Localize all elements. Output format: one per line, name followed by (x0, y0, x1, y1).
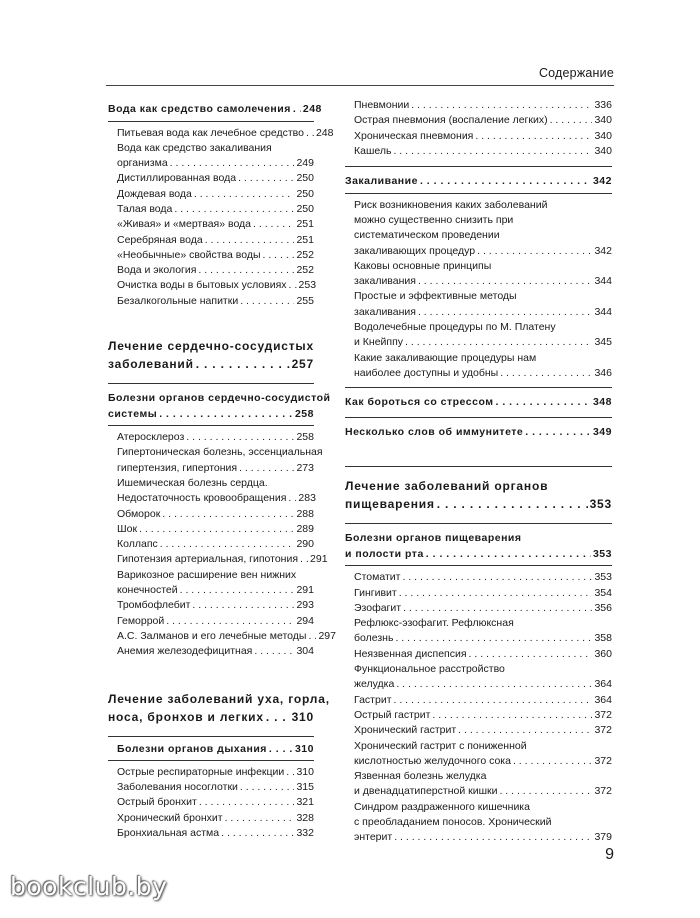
toc-entry-label: Хронический бронхит (117, 811, 223, 824)
toc-entry-line: Риск возникновения каких заболеваний (354, 198, 548, 211)
dot-leader (269, 742, 293, 757)
toc-entry[interactable] (108, 598, 314, 613)
toc-entry[interactable] (108, 629, 336, 644)
dot-leader (396, 677, 592, 692)
dot-leader (418, 305, 593, 320)
toc-section-digest[interactable] (345, 523, 612, 562)
page-number-ref: 310 (294, 742, 314, 755)
toc-entry[interactable] (108, 202, 314, 217)
dot-leader (525, 425, 591, 441)
toc-entry-label: наиболее доступны и удобны (354, 366, 499, 379)
dot-leader (240, 294, 294, 309)
toc-entry-label: и Кнейппу (354, 336, 404, 349)
toc-entry-line: Какие закаливающие процедуры нам (354, 351, 537, 364)
page-number-ref: 249 (296, 157, 314, 170)
page-number-ref: 344 (594, 275, 612, 288)
toc-entry[interactable] (108, 537, 314, 552)
toc-entry-label: и двенадцатиперстной кишки (354, 785, 498, 798)
toc-entry-label: Хронический гастрит (354, 724, 457, 737)
page-number-ref: 344 (594, 305, 612, 318)
toc-entry-label: Серебряная вода (117, 233, 203, 246)
toc-entry-label: Гипотензия артериальная, гипотония (117, 553, 299, 566)
toc-entry-label: Гастрит (354, 693, 392, 706)
toc-column-right (345, 98, 612, 846)
page-number-ref: 379 (594, 831, 612, 844)
chapter-title-line: пищеварения (345, 497, 435, 512)
toc-entry[interactable] (345, 351, 612, 382)
toc-entry-label: Талая вода (117, 202, 173, 215)
dot-leader (160, 537, 295, 552)
toc-entry[interactable] (345, 708, 612, 723)
section-title-line: и полости рта (345, 547, 424, 560)
toc-entry-label: Острая пневмония (воспаление легких) (354, 114, 548, 127)
toc-entry-line: с преобладанием поносов. Хронический (354, 816, 552, 828)
page-number-ref: 258 (294, 407, 314, 420)
dot-leader (263, 248, 295, 263)
chapter-title-line: Лечение заболеваний органов (345, 479, 549, 494)
toc-entry[interactable] (345, 693, 612, 708)
toc-section-resp[interactable] (108, 736, 314, 757)
page-number-ref: 340 (594, 144, 612, 157)
toc-entry[interactable] (108, 217, 314, 232)
toc-entry-label: Хроническая пневмония (354, 129, 474, 142)
toc-entry[interactable] (345, 144, 612, 159)
toc-entry[interactable] (108, 430, 314, 445)
dot-leader (199, 795, 295, 810)
toc-section-stress[interactable] (345, 387, 612, 411)
dot-leader (475, 129, 592, 144)
toc-entry[interactable] (108, 795, 314, 810)
toc-entry[interactable] (345, 647, 612, 662)
dot-leader (500, 366, 592, 381)
toc-list-resp-cont (345, 98, 612, 159)
page-number-ref: 248 (315, 126, 334, 139)
chapter-title-line: Лечение сердечно-сосудистых (108, 339, 314, 354)
toc-entry[interactable] (345, 570, 612, 585)
page-number-ref: 372 (594, 785, 612, 798)
toc-entry[interactable] (108, 826, 314, 841)
page-number-ref: 353 (592, 547, 612, 560)
toc-entry-label: закаливающих процедур (354, 244, 476, 257)
toc-entry-label: Заболевания носоглотки (117, 781, 238, 794)
toc-entry[interactable] (108, 765, 314, 780)
toc-entry-label: Безалкогольные напитки (117, 294, 239, 307)
page-number-ref: 293 (296, 599, 314, 612)
dot-leader (437, 495, 588, 513)
page-number-ref: 310 (296, 765, 314, 778)
section-title-line: Болезни органов сердечно-сосудистой (108, 392, 331, 405)
page-number-ref: 304 (296, 645, 314, 658)
dot-leader (266, 708, 290, 726)
toc-entry[interactable] (108, 233, 314, 248)
toc-entry-label: Острые респираторные инфекции (117, 765, 285, 778)
section-title: Несколько слов об иммунитете (345, 425, 524, 438)
toc-entry-label: Обморок (117, 507, 161, 520)
page-number-ref: 290 (296, 538, 314, 551)
page-number-ref: 291 (296, 584, 314, 597)
toc-column-left (108, 98, 336, 841)
toc-entry[interactable] (345, 723, 612, 738)
toc-entry[interactable] (108, 476, 314, 491)
toc-entry-label: Тромбофлебит (117, 599, 191, 612)
page-number-ref: 289 (296, 522, 314, 535)
dot-leader (289, 278, 297, 293)
dot-leader (139, 522, 294, 537)
page-number-ref: 328 (296, 811, 314, 824)
page-number-ref: 354 (594, 586, 612, 599)
toc-entry-label: Неязвенная диспепсия (354, 647, 467, 660)
toc-entry-label: конечностей (117, 584, 178, 597)
dot-leader (403, 601, 592, 616)
toc-entry-label: Пневмонии (354, 99, 410, 111)
toc-entry[interactable] (345, 662, 612, 693)
dot-leader (418, 274, 593, 289)
toc-entry-label: организма (117, 157, 168, 170)
page-number-ref: 364 (594, 678, 612, 691)
toc-entry[interactable] (345, 198, 612, 259)
toc-entry[interactable] (108, 780, 314, 795)
page-number-ref: 353 (594, 571, 612, 584)
section-title: Как бороться со стрессом (345, 396, 494, 409)
page-number-ref: 356 (594, 601, 612, 614)
section-title: Закаливание (345, 175, 418, 188)
chapter-title-line: Лечение заболеваний уха, горла, (108, 691, 330, 706)
toc-entry[interactable] (345, 601, 612, 616)
dot-leader (411, 98, 592, 113)
toc-entry[interactable] (108, 141, 314, 172)
page-number-ref: 258 (296, 431, 314, 444)
toc-entry[interactable] (108, 278, 317, 293)
dot-leader (393, 144, 592, 159)
page-number-ref: 288 (296, 507, 314, 520)
dot-leader (239, 461, 294, 476)
toc-entry-label: Дождевая вода (117, 187, 192, 200)
dot-leader (238, 171, 294, 186)
dot-leader (293, 102, 301, 118)
dot-leader (198, 263, 294, 278)
toc-list-water (108, 121, 334, 310)
page-number-ref: 252 (296, 264, 314, 277)
section-title-line: системы (108, 407, 158, 420)
dot-leader (394, 830, 592, 845)
page-number-ref: 257 (291, 357, 314, 372)
dot-leader (402, 570, 592, 585)
toc-entry[interactable] (108, 552, 328, 567)
toc-section-cardio[interactable] (108, 383, 331, 422)
toc-entry-label: Эзофагит (354, 601, 402, 614)
toc-entry-label: Дистиллированная вода (117, 172, 237, 185)
page-number-ref: 321 (296, 796, 314, 809)
page-number-ref: 273 (296, 461, 314, 474)
page-number-ref: 283 (298, 492, 316, 505)
toc-entry-line: Простые и эффективные методы (354, 290, 517, 303)
toc-entry[interactable] (345, 98, 612, 113)
dot-leader (225, 811, 295, 826)
toc-entry-label: Атеросклероз (117, 431, 185, 444)
toc-entry-line: Синдром раздраженного кишечника (354, 800, 530, 813)
toc-list-resp (108, 760, 314, 841)
page-number-ref: 345 (594, 336, 612, 349)
toc-entry-label: «Необычные» свойства воды (117, 248, 261, 261)
dot-leader (395, 631, 592, 646)
page-number-ref: 251 (296, 218, 314, 231)
toc-entry-label: энтерит (354, 831, 393, 844)
page-number-ref: 372 (594, 754, 612, 767)
dot-leader (221, 826, 294, 841)
dot-leader (240, 780, 295, 795)
toc-entry[interactable] (108, 126, 334, 141)
toc-entry-line: Водолечебные процедуры по М. Платену (354, 321, 556, 334)
page-number-ref: 251 (296, 233, 314, 246)
toc-entry-label: Стоматит (354, 571, 401, 584)
running-header: Содержание (538, 66, 614, 80)
section-title: Болезни органов дыхания (117, 742, 267, 755)
page-number: 9 (605, 846, 614, 863)
dot-leader (496, 395, 591, 411)
toc-entry-line: Варикозное расширение вен нижних (117, 568, 297, 581)
toc-entry[interactable] (345, 259, 612, 290)
page-number-ref: 336 (594, 99, 612, 111)
toc-entry-line: систематическом проведении (354, 229, 500, 242)
toc-entry[interactable] (345, 616, 612, 647)
dot-leader (420, 174, 591, 190)
page-number-ref: 310 (291, 709, 314, 724)
toc-entry-label: Острый гастрит (354, 708, 431, 721)
dot-leader (286, 765, 294, 780)
toc-entry[interactable] (345, 289, 612, 320)
toc-entry-label: Гингивит (354, 586, 397, 599)
toc-entry[interactable] (108, 614, 314, 629)
dot-leader (458, 723, 592, 738)
toc-entry-label: Кашель (354, 144, 392, 157)
toc-entry-line: Рефлюкс-эзофагит. Рефлюксная (354, 617, 514, 630)
toc-entry-line: Вода как средство закаливания (117, 141, 272, 154)
dot-leader (405, 335, 592, 350)
dot-leader (477, 244, 592, 259)
dot-leader (426, 547, 591, 563)
toc-entry-label: «Живая» и «мертвая» вода (117, 218, 252, 231)
dot-leader (174, 202, 294, 217)
dot-leader (469, 647, 593, 662)
dot-leader (166, 614, 294, 629)
toc-entry-label: А.С. Залманов и его лечебные методы (117, 629, 307, 642)
toc-entry-label: гипертензия, гипертония (117, 461, 238, 474)
page-number-ref: 349 (592, 425, 612, 438)
toc-entry-line: Гипертоническая болезнь, эссенциальная (117, 446, 323, 459)
toc-entry[interactable] (345, 113, 612, 128)
page-number-ref: 348 (592, 396, 612, 409)
toc-entry[interactable] (108, 644, 314, 659)
page-number-ref: 342 (592, 175, 612, 188)
page-number-ref: 372 (594, 724, 612, 737)
watermark: bookclub.by (10, 872, 168, 901)
page-number-ref: 315 (296, 781, 314, 794)
toc-entry[interactable] (345, 320, 612, 351)
dot-leader (300, 552, 308, 567)
page-number-ref: 255 (296, 294, 314, 307)
toc-section-water[interactable] (108, 102, 322, 118)
page-number-ref: 340 (594, 114, 612, 127)
toc-entry-label: закаливания (354, 275, 416, 288)
toc-entry-line: можно существенно снизить при (354, 213, 514, 226)
dot-leader (186, 430, 294, 445)
toc-entry-line: Хронический гастрит с пониженной (354, 739, 527, 752)
toc-entry-label: Недостаточность кровообращения (117, 492, 287, 505)
toc-entry[interactable] (108, 491, 314, 506)
page-number-ref: 360 (594, 647, 612, 660)
toc-entry[interactable] (345, 769, 612, 800)
page-number-ref: 340 (594, 129, 612, 142)
page-number-ref: 294 (296, 614, 314, 627)
dot-leader (288, 491, 296, 506)
dot-leader (394, 693, 593, 708)
dot-leader (399, 586, 593, 601)
toc-entry[interactable] (108, 248, 314, 263)
toc-entry-label: Коллапс (117, 538, 158, 551)
page-number-ref: 250 (296, 187, 314, 200)
toc-entry[interactable] (108, 445, 323, 476)
dot-leader (550, 113, 593, 128)
toc-entry-label: кислотностью желудочного сока (354, 754, 511, 767)
dot-leader (499, 784, 592, 799)
toc-section-immunity[interactable] (345, 417, 612, 441)
toc-entry-label: Ишемическая болезнь сердца. (117, 476, 268, 489)
section-title-line: Болезни органов пищеварения (345, 532, 522, 545)
dot-leader (513, 754, 593, 769)
chapter-title-line: заболеваний (108, 357, 194, 372)
toc-chapter-cardio[interactable] (108, 337, 314, 373)
toc-entry-label: Питьевая вода как лечебное средство (117, 126, 304, 139)
page-number-ref: 291 (310, 553, 328, 566)
toc-entry[interactable] (108, 811, 314, 826)
toc-entry-label: Геморрой (117, 614, 165, 627)
toc-entry-label: желудка (354, 678, 395, 691)
toc-entry-label: Очистка воды в бытовых условиях (117, 279, 287, 292)
toc-entry[interactable] (108, 187, 314, 202)
page-number-ref: 253 (298, 279, 317, 292)
toc-entry[interactable] (108, 171, 314, 186)
dot-leader (170, 156, 295, 171)
page-number-ref: 250 (296, 202, 314, 215)
toc-entry-label: болезнь (354, 632, 394, 645)
page-number-ref: 252 (296, 248, 314, 261)
dot-leader (306, 126, 314, 141)
toc-entry-label: Бронхиальная астма (117, 827, 220, 839)
toc-entry-label: закаливания (354, 305, 416, 318)
dot-leader (192, 598, 294, 613)
toc-entry[interactable] (345, 800, 612, 846)
chapter-title-line: носа, бронхов и легких (108, 709, 264, 724)
dot-leader (194, 187, 295, 202)
toc-entry-line: Функциональное расстройство (354, 663, 505, 676)
section-title: Вода как средство самолечения (108, 103, 291, 115)
toc-entry-label: Острый бронхит (117, 796, 197, 809)
toc-list-cardio (108, 425, 336, 659)
dot-leader (432, 708, 592, 723)
toc-entry[interactable] (108, 522, 314, 537)
page-number-ref: 297 (318, 629, 336, 642)
dot-leader (254, 644, 294, 659)
toc-entry[interactable] (108, 294, 314, 309)
dot-leader (159, 407, 293, 423)
toc-entry[interactable] (108, 568, 314, 599)
toc-entry[interactable] (345, 739, 612, 770)
header-rule (106, 85, 614, 86)
toc-list-hardening (345, 193, 612, 382)
toc-entry-line: Язвенная болезнь желудка (354, 770, 487, 783)
toc-entry-label: Шок (117, 522, 138, 535)
dot-leader (196, 355, 290, 373)
toc-entry[interactable] (108, 507, 314, 522)
toc-entry[interactable] (345, 129, 612, 144)
toc-chapter-ent[interactable] (108, 690, 330, 726)
toc-entry-label: Анемия железодефицитная (117, 645, 253, 658)
toc-entry-line: Каковы основные принципы (354, 259, 492, 272)
toc-entry-label: Вода и экология (117, 264, 197, 277)
toc-entry[interactable] (108, 263, 314, 278)
page-number-ref: 353 (589, 497, 612, 512)
dot-leader (308, 629, 316, 644)
dot-leader (180, 583, 295, 598)
page-number-ref: 364 (594, 693, 612, 706)
page-number-ref: 358 (594, 632, 612, 645)
toc-section-hardening[interactable] (345, 166, 612, 190)
page-number-ref: 248 (302, 103, 322, 115)
dot-leader (162, 507, 294, 522)
page-number-ref: 342 (594, 244, 612, 257)
dot-leader (253, 217, 294, 232)
toc-chapter-digest[interactable] (345, 466, 612, 513)
page-number-ref: 250 (296, 172, 314, 185)
dot-leader (205, 233, 295, 248)
page-number-ref: 332 (296, 827, 314, 839)
page-number-ref: 372 (594, 708, 612, 721)
toc-entry[interactable] (345, 586, 612, 601)
toc-list-digest (345, 565, 612, 845)
page-number-ref: 346 (594, 366, 612, 379)
